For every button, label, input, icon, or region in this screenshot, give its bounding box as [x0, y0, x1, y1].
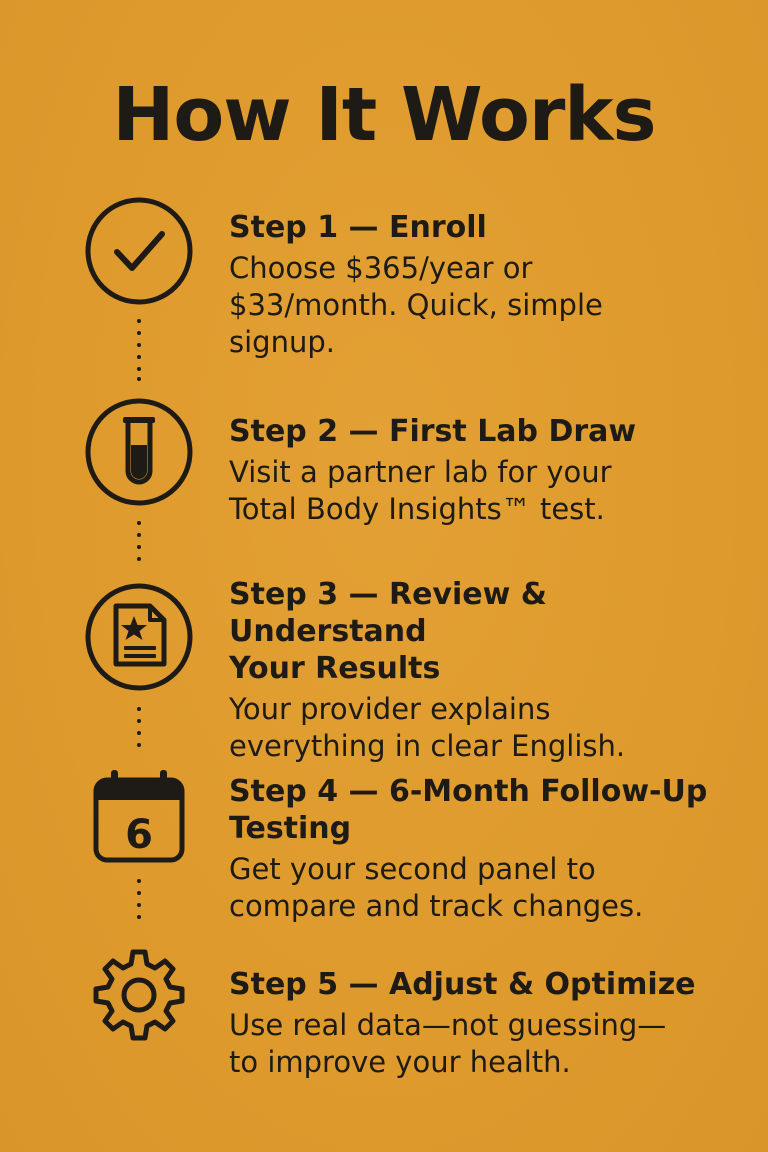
- connector-dots: [137, 520, 141, 570]
- step-2-title: Step 2 — First Lab Draw: [229, 414, 637, 449]
- step-1-title: Step 1 — Enroll: [229, 210, 487, 245]
- step-4-description: Get your second panel to compare and track changes.: [229, 852, 644, 923]
- step-1: [229, 209, 749, 361]
- step-3-description: Your provider explains everything in clear English.: [229, 692, 626, 763]
- step-5-description: Use real data—not guessing— to improve your health.: [229, 1008, 667, 1079]
- gear-icon: [84, 940, 194, 1050]
- connector-dots: [137, 318, 141, 382]
- step-4-title: Step 4 — 6-Month Follow-Up Testing: [229, 774, 708, 846]
- step-3: [229, 576, 749, 765]
- step-5-title: Step 5 — Adjust & Optimize: [229, 967, 696, 1002]
- step-3-title: Step 3 — Review & Understand Your Results: [229, 577, 547, 686]
- step-1-description: Choose $365/year or $33/month. Quick, simple signup.: [229, 251, 603, 359]
- test-tube-icon: [84, 397, 194, 507]
- checkmark-circle-icon: [84, 196, 194, 306]
- calendar-number: 6: [125, 812, 153, 858]
- step-5: [229, 966, 749, 1081]
- page-title: How It Works: [112, 72, 656, 158]
- step-4: [229, 773, 749, 925]
- step-2-description: Visit a partner lab for your Total Body Insights™ test.: [229, 455, 612, 526]
- connector-dots: [137, 878, 141, 928]
- connector-dots: [137, 706, 141, 756]
- document-star-icon: [84, 582, 194, 692]
- calendar-icon: [84, 766, 194, 876]
- step-2: [229, 413, 749, 528]
